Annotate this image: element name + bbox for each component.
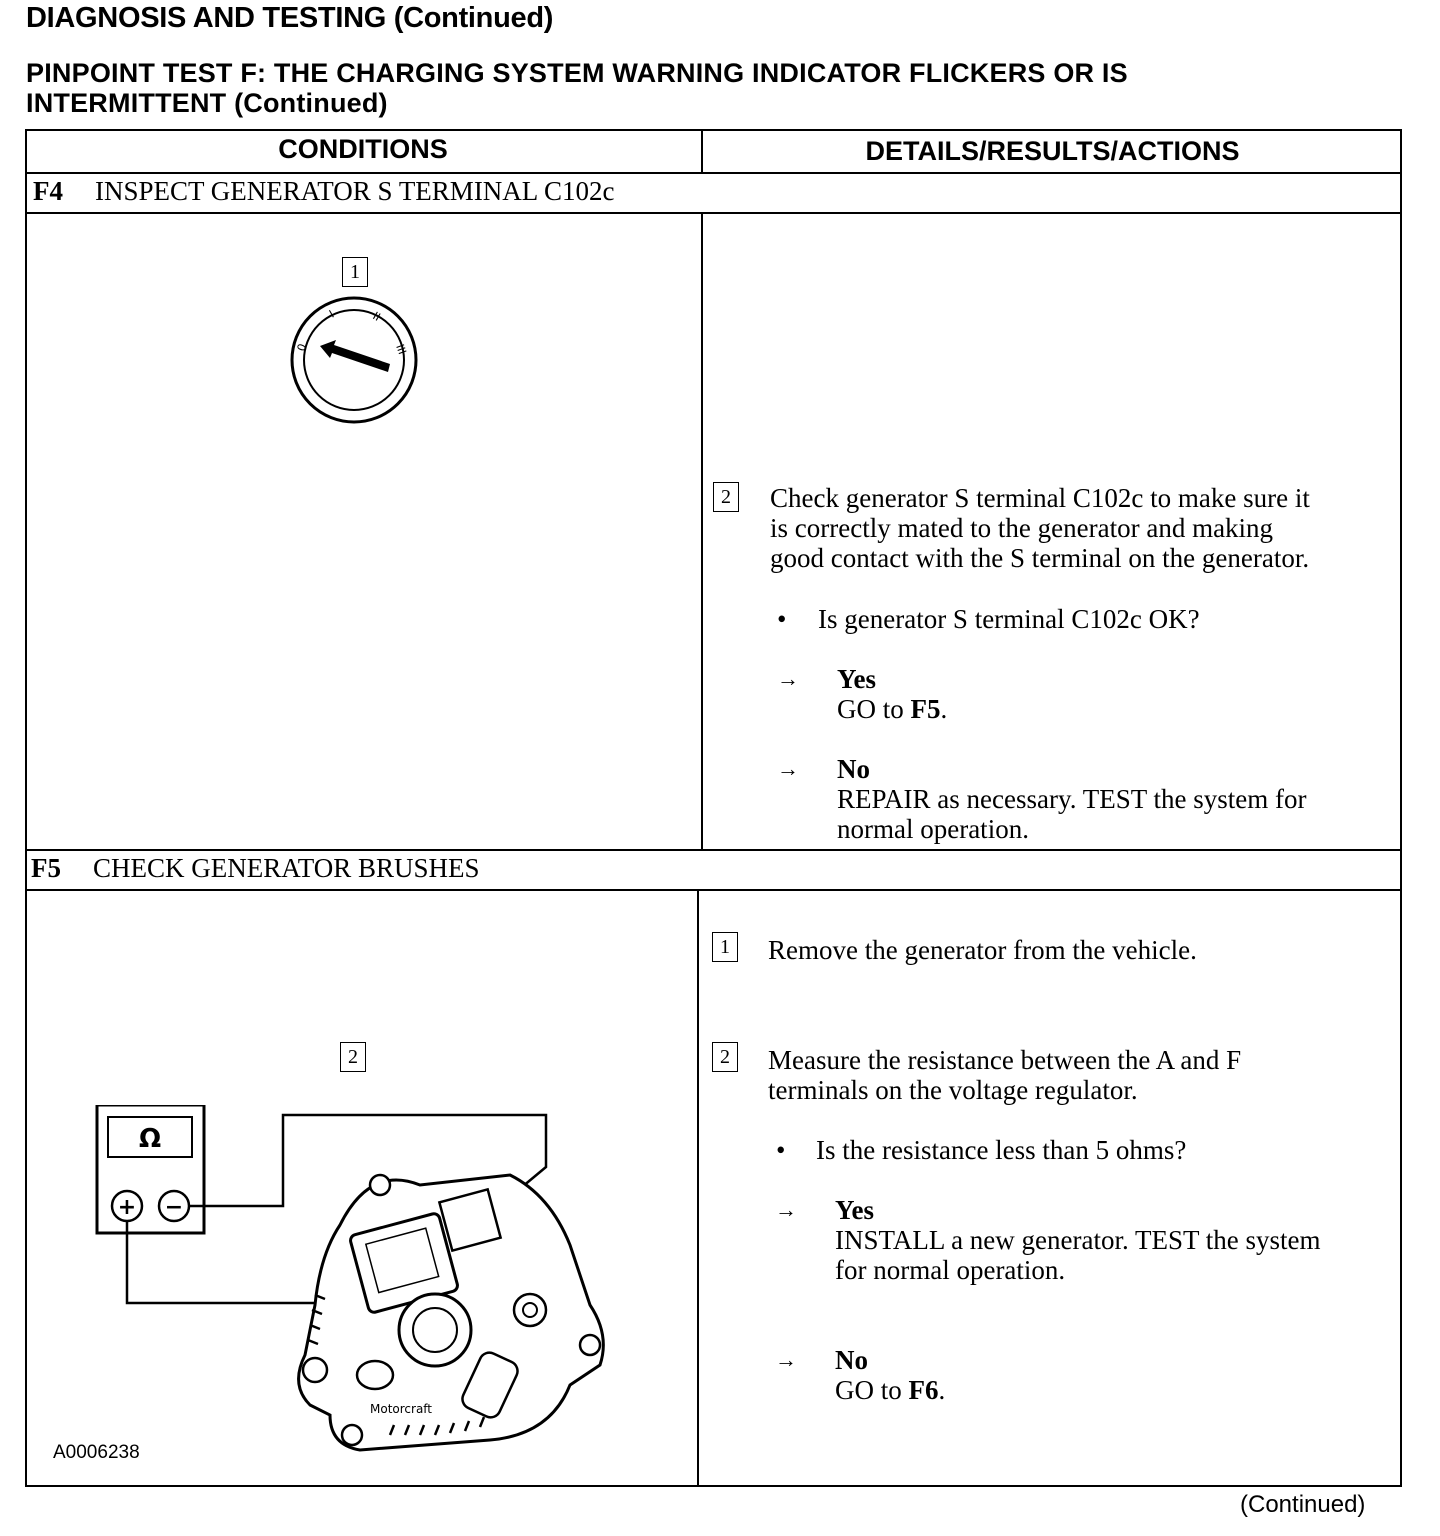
step-title: CHECK GENERATOR BRUSHES [93, 853, 480, 883]
table-divider [25, 889, 1402, 891]
table-divider [25, 849, 1402, 851]
answer-action-line: INSTALL a new generator. TEST the system [835, 1225, 1321, 1255]
figure-callout: 2 [340, 1042, 366, 1072]
answer-no [835, 1345, 945, 1405]
bullet: • [776, 1135, 786, 1165]
action-text [768, 1045, 1241, 1105]
question-text: Is the resistance less than 5 ohms? [816, 1135, 1187, 1165]
action-text-line: is correctly mated to the generator and making [770, 513, 1274, 543]
goto-target: F6 [908, 1375, 939, 1405]
plus-icon: + [117, 1195, 137, 1220]
answer-action-line: normal operation. [837, 814, 1029, 844]
pinpoint-test-title [26, 58, 1128, 118]
action-text-line: Check generator S terminal C102c to make sure it [770, 483, 1310, 513]
ignition-position-ii: II [370, 309, 383, 324]
b-terminal-stud [523, 1303, 537, 1317]
mounting-hole [342, 1425, 362, 1445]
answer-action: GO to F5. [837, 694, 948, 724]
mounting-hole [303, 1358, 327, 1382]
ignition-switch-figure [290, 296, 420, 424]
answer-label: No [837, 754, 870, 784]
figure-id: A0006238 [53, 1442, 140, 1463]
column-divider [701, 212, 703, 850]
minus-icon: − [164, 1195, 184, 1220]
pinpoint-test-title-line1: PINPOINT TEST F: THE CHARGING SYSTEM WARNING INDICATOR FLICKERS OR IS [26, 58, 1128, 88]
ignition-position-0: 0 [294, 342, 310, 354]
motorcraft-logo: Motorcraft [370, 1402, 433, 1416]
answer-label: No [835, 1345, 868, 1375]
answer-label: Yes [835, 1195, 874, 1225]
answer-action-line: REPAIR as necessary. TEST the system for [837, 784, 1307, 814]
answer-no [837, 754, 1306, 844]
pinpoint-test-title-line2: INTERMITTENT (Continued) [26, 88, 388, 118]
action-text [770, 483, 1310, 573]
answer-yes [835, 1195, 1321, 1285]
vent-opening [357, 1361, 393, 1389]
step-id: F5 [31, 853, 61, 883]
answer-action-line: for normal operation. [835, 1255, 1066, 1285]
answer-yes [837, 664, 947, 724]
mounting-hole [580, 1335, 600, 1355]
table-divider [25, 212, 1402, 214]
step-id: F4 [33, 176, 63, 206]
action-text-line: Measure the resistance between the A and F [768, 1045, 1242, 1075]
step-f5-header [31, 853, 480, 884]
column-divider [697, 889, 699, 1487]
arrow-icon: → [777, 666, 799, 691]
step-f4-header [33, 176, 615, 207]
answer-label: Yes [837, 664, 876, 694]
arrow-icon: → [775, 1347, 797, 1372]
action-number: 2 [712, 1042, 738, 1072]
ignition-key-arrow-icon [320, 340, 390, 372]
action-text: Remove the generator from the vehicle. [768, 935, 1197, 965]
generator-ohmmeter-figure [90, 1105, 620, 1455]
action-text-line: terminals on the voltage regulator. [768, 1075, 1138, 1105]
goto-target: F5 [910, 694, 941, 724]
ohm-symbol-icon: Ω [138, 1124, 162, 1154]
page-title: DIAGNOSIS AND TESTING (Continued) [26, 2, 554, 34]
action-text-line: good contact with the S terminal on the generator. [770, 543, 1310, 573]
column-header-conditions: CONDITIONS [278, 134, 448, 164]
question-text: Is generator S terminal C102c OK? [818, 604, 1200, 634]
column-header-details: DETAILS/RESULTS/ACTIONS [865, 136, 1240, 166]
action-number: 2 [713, 482, 739, 512]
ignition-position-iii: III [393, 342, 409, 357]
answer-action: GO to F6. [835, 1375, 946, 1405]
mounting-hole [370, 1175, 390, 1195]
arrow-icon: → [775, 1197, 797, 1222]
rotor-shaft-center [413, 1308, 457, 1352]
bullet: • [777, 604, 787, 634]
figure-callout: 1 [342, 257, 368, 287]
action-number: 1 [712, 932, 738, 962]
arrow-icon: → [777, 756, 799, 781]
ignition-position-i: I [327, 307, 337, 321]
step-title: INSPECT GENERATOR S TERMINAL C102c [95, 176, 615, 206]
continued-note: (Continued) [1240, 1491, 1366, 1518]
table-divider [25, 172, 1402, 174]
